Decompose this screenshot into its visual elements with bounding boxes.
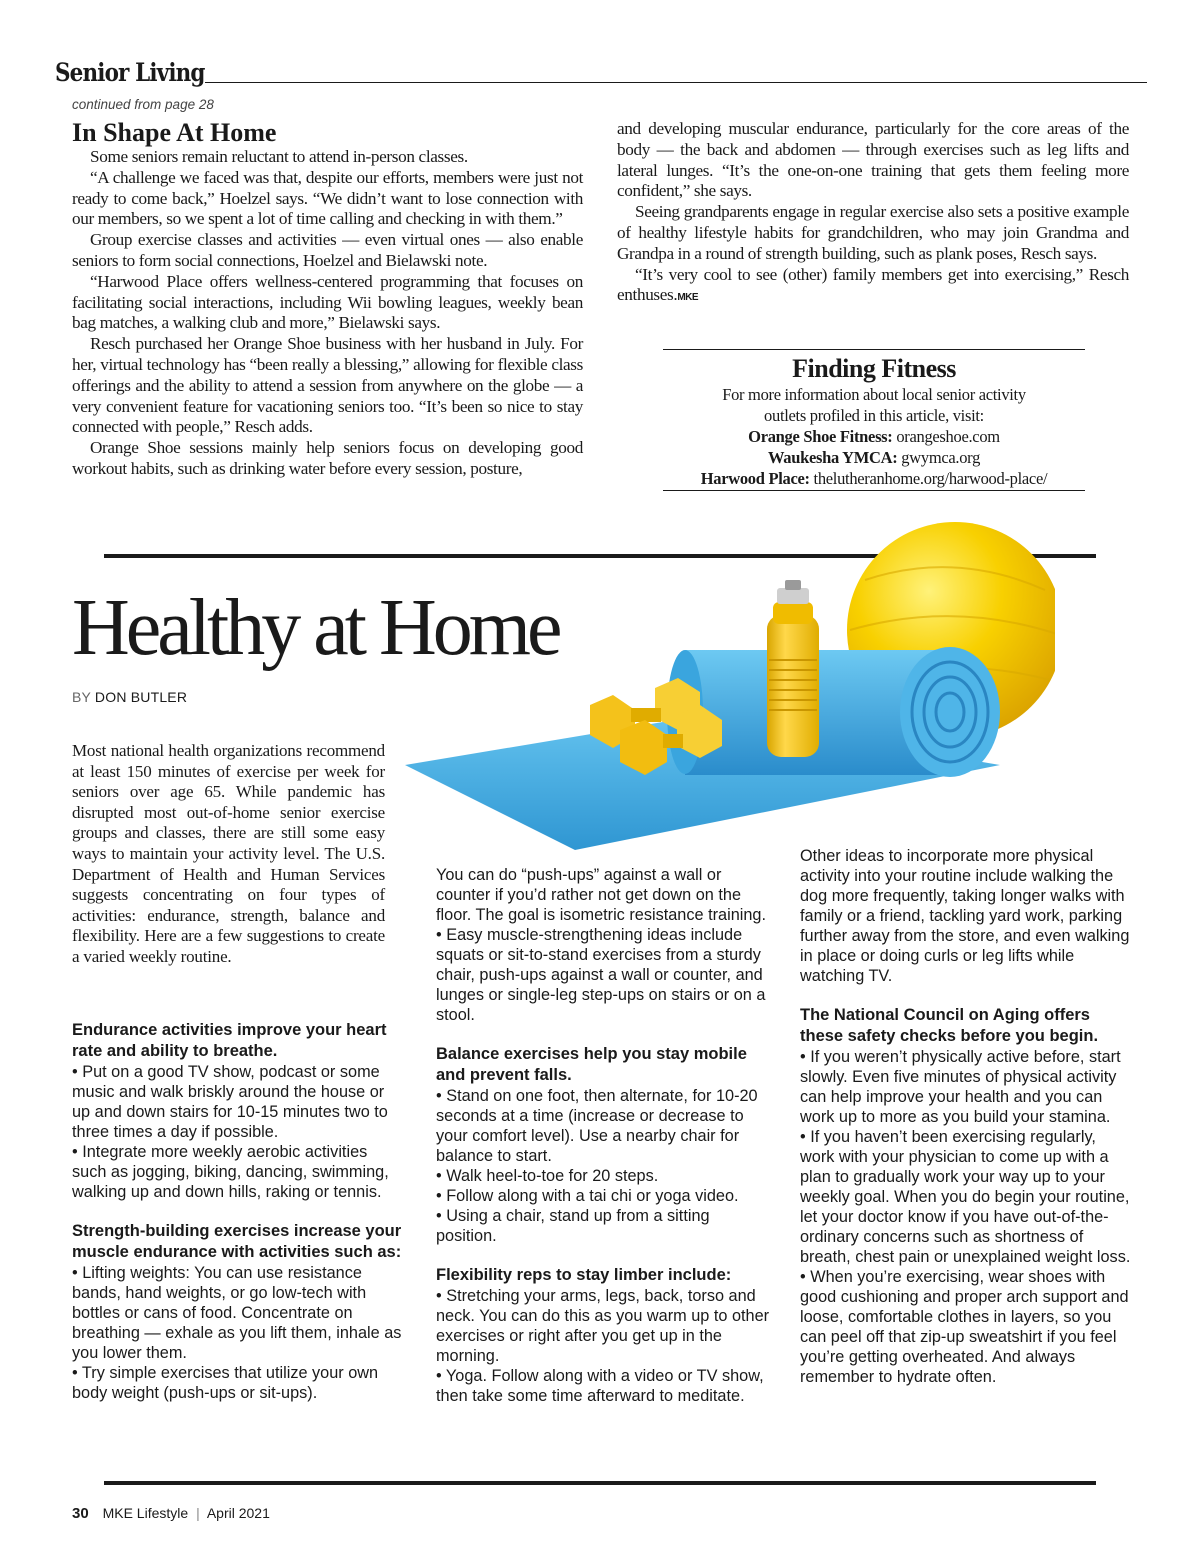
- yoga-mat-roll: [667, 647, 1000, 777]
- list-item: • If you weren’t physically active before, start slowly. Even five minutes of physical activity can help improve your health and you can work up to more as you build your stamina.: [800, 1048, 1121, 1126]
- article2-column-3: [800, 846, 1132, 1387]
- paragraph-text: “It’s very cool to see (other) family members get into exercising,” Resch enthuses.: [617, 264, 1129, 305]
- paragraph: Resch purchased her Orange Shoe business with her husband in July. For her, virtual technology has “been really a blessing,” allowing for flexible class offerings and the ability to attend a session from anywhere on the globe — a very convenient feature for vacationing seniors too. “It’s been so nice to stay connected with people,” Resch adds.: [72, 334, 583, 437]
- resource-url: gwymca.org: [901, 448, 981, 467]
- paragraph: Other ideas to incorporate more physical activity into your routine include walking the dog more frequently, taking longer walks with family or a friend, tackling yard work, parking further away from the store, and even walking in place or doing curls or leg lifts while watching TV.: [800, 847, 1130, 985]
- paragraph: Orange Shoe sessions mainly help seniors focus on developing good workout habits, such as drinking water before every session, posture,: [72, 438, 583, 478]
- list-item: • Stand on one foot, then alternate, for 10-20 seconds at a time (increase or decrease to your comfort level). Use a nearby chair for balance to start.: [436, 1087, 758, 1165]
- article2-column-2: [436, 865, 770, 1406]
- page-number: 30: [72, 1505, 89, 1522]
- finding-fitness-title: Finding Fitness: [792, 354, 956, 383]
- spacer: [436, 1025, 770, 1044]
- list-item: • Stretching your arms, legs, back, torso and neck. You can do this as you warm up to other exercises or right after you get up in the morning.: [436, 1287, 770, 1365]
- paragraph: Group exercise classes and activities — even virtual ones — also enable seniors to form social connections, Hoelzel and Bielawski note.: [72, 230, 583, 270]
- magazine-name: MKE Lifestyle: [102, 1505, 189, 1521]
- spacer: [72, 1202, 405, 1221]
- list-item: • If you haven’t been exercising regularly, work with your physician to come up with a plan to gradually work your way up to your weekly goal. When you do begin your routine, let your doctor know if you have out-of-the-ordinary concerns such as shortness of breath, chest pain or unexplained weight loss.: [800, 1128, 1131, 1266]
- paragraph: and developing muscular endurance, particularly for the core areas of the body — the back and abdomen — through exercises such as leg lifts and lateral lunges. “It’s the one-on-one training that gets them feeling more confident,” she says.: [617, 119, 1129, 201]
- resource-link[interactable]: [663, 447, 1085, 468]
- resource-name: Waukesha YMCA:: [767, 448, 898, 467]
- spacer: [800, 986, 1132, 1005]
- list-item: • When you’re exercising, wear shoes with good cushioning and proper arch support and loose, comfortable clothes in layers, so you can peel off that zip-up sweatshirt if you feel you’re getting overheated. And always remember to hydrate often.: [800, 1268, 1129, 1386]
- list-item: • Integrate more weekly aerobic activities such as jogging, biking, dancing, swimming, walking up and down hills, raking or tennis.: [72, 1143, 389, 1201]
- article1-column-a: [72, 147, 583, 480]
- paragraph-last: [617, 265, 1129, 310]
- paragraph: “Harwood Place offers wellness-centered programming that focuses on facilitating social interactions, including Wii bowling leagues, weekly bean bag matches, a walking club and more,” Bielawski says.: [72, 271, 583, 333]
- article2-intro: Most national health organizations recommend at least 150 minutes of exercise per week for seniors over age 65. While pandemic has disrupted most out-of-home senior exercise groups and classes, there are still some easy ways to maintain your activity level. The U.S. Department of Health and Human Services suggests concentrating on four types of activities: endurance, strength, balance and flexibility. Here are a few suggestions to create a varied weekly routine.: [72, 741, 385, 966]
- paragraph: “A challenge we faced was that, despite our efforts, members were just not ready to come back,” Hoelzel says. “We didn’t want to lose connection with our members, so we spent a lot of time calling and checking in with them.”: [72, 167, 583, 229]
- list-item: • Try simple exercises that utilize your own body weight (push-ups or sit-ups).: [72, 1364, 379, 1402]
- resource-url: orangeshoe.com: [896, 427, 1000, 446]
- author-name: DON BUTLER: [94, 689, 188, 705]
- section-header: [55, 58, 1147, 90]
- article2-column-1: [72, 1020, 405, 1403]
- finding-fitness-box: [663, 349, 1085, 491]
- paragraph: Seeing grandparents engage in regular exercise also sets a positive example of healthy lifestyle habits for grandchildren, who may join Grandma and Grandpa in a round of strength building, such as plank poses, Resch says.: [617, 202, 1129, 263]
- byline: [72, 689, 187, 705]
- spacer: [436, 1246, 770, 1265]
- resource-name: Orange Shoe Fitness:: [748, 427, 893, 446]
- flexibility-heading: Flexibility reps to stay limber include:: [436, 1266, 732, 1284]
- fitness-equipment-illustration: [395, 520, 1055, 850]
- list-item: • Using a chair, stand up from a sitting position.: [436, 1207, 710, 1245]
- article2-title: Healthy at Home: [72, 584, 559, 672]
- footer-separator: |: [196, 1505, 200, 1521]
- paragraph: Some seniors remain reluctant to attend in-person classes.: [90, 147, 468, 166]
- byline-prefix: BY: [72, 689, 91, 705]
- section-title: Senior Living: [55, 58, 205, 87]
- finding-fitness-line: For more information about local senior activity: [722, 385, 1026, 404]
- list-item: • Lifting weights: You can use resistance bands, hand weights, or go low-tech with bottles or cans of food. Concentrate on breathing — exhale as you lift them, inhale as you lower them.: [72, 1264, 402, 1362]
- article1-title: In Shape At Home: [72, 118, 277, 147]
- article-divider-bottom: [104, 1481, 1096, 1485]
- resource-name: Harwood Place:: [700, 469, 810, 488]
- issue-date: April 2021: [206, 1505, 270, 1521]
- list-item: • Follow along with a tai chi or yoga video.: [436, 1187, 739, 1205]
- page-footer: [72, 1505, 270, 1522]
- list-item: • Yoga. Follow along with a video or TV show, then take some time afterward to meditate.: [436, 1367, 764, 1405]
- resource-link[interactable]: [663, 426, 1085, 447]
- endurance-heading: Endurance activities improve your heart rate and ability to breathe.: [72, 1021, 387, 1060]
- resource-link[interactable]: [663, 468, 1085, 489]
- list-item: • Walk heel-to-toe for 20 steps.: [436, 1167, 659, 1185]
- balance-heading: Balance exercises help you stay mobile and prevent falls.: [436, 1045, 747, 1084]
- continued-note: continued from page 28: [72, 97, 214, 112]
- water-bottle: [767, 580, 819, 757]
- safety-heading: The National Council on Aging offers these safety checks before you begin.: [800, 1006, 1099, 1045]
- article1-column-b: [617, 119, 1129, 309]
- list-item-continued: You can do “push-ups” against a wall or counter if you’d rather not get down on the floor. The goal is isometric resistance training.: [436, 866, 766, 924]
- list-item: • Easy muscle-strengthening ideas include squats or sit-to-stand exercises from a sturdy chair, push-ups against a wall or counter, and lunges or single-leg step-ups on stairs or on a stool.: [436, 926, 766, 1024]
- section-rule: [205, 82, 1147, 83]
- strength-heading: Strength-building exercises increase your muscle endurance with activities such as:: [72, 1222, 402, 1261]
- end-mark: MKE: [677, 292, 699, 304]
- finding-fitness-line: outlets profiled in this article, visit:: [764, 406, 984, 425]
- resource-url: thelutheranhome.org/harwood-place/: [813, 469, 1048, 488]
- list-item: • Put on a good TV show, podcast or some music and walk briskly around the house or up and down stairs for 10-15 minutes two to three times a day if possible.: [72, 1063, 388, 1141]
